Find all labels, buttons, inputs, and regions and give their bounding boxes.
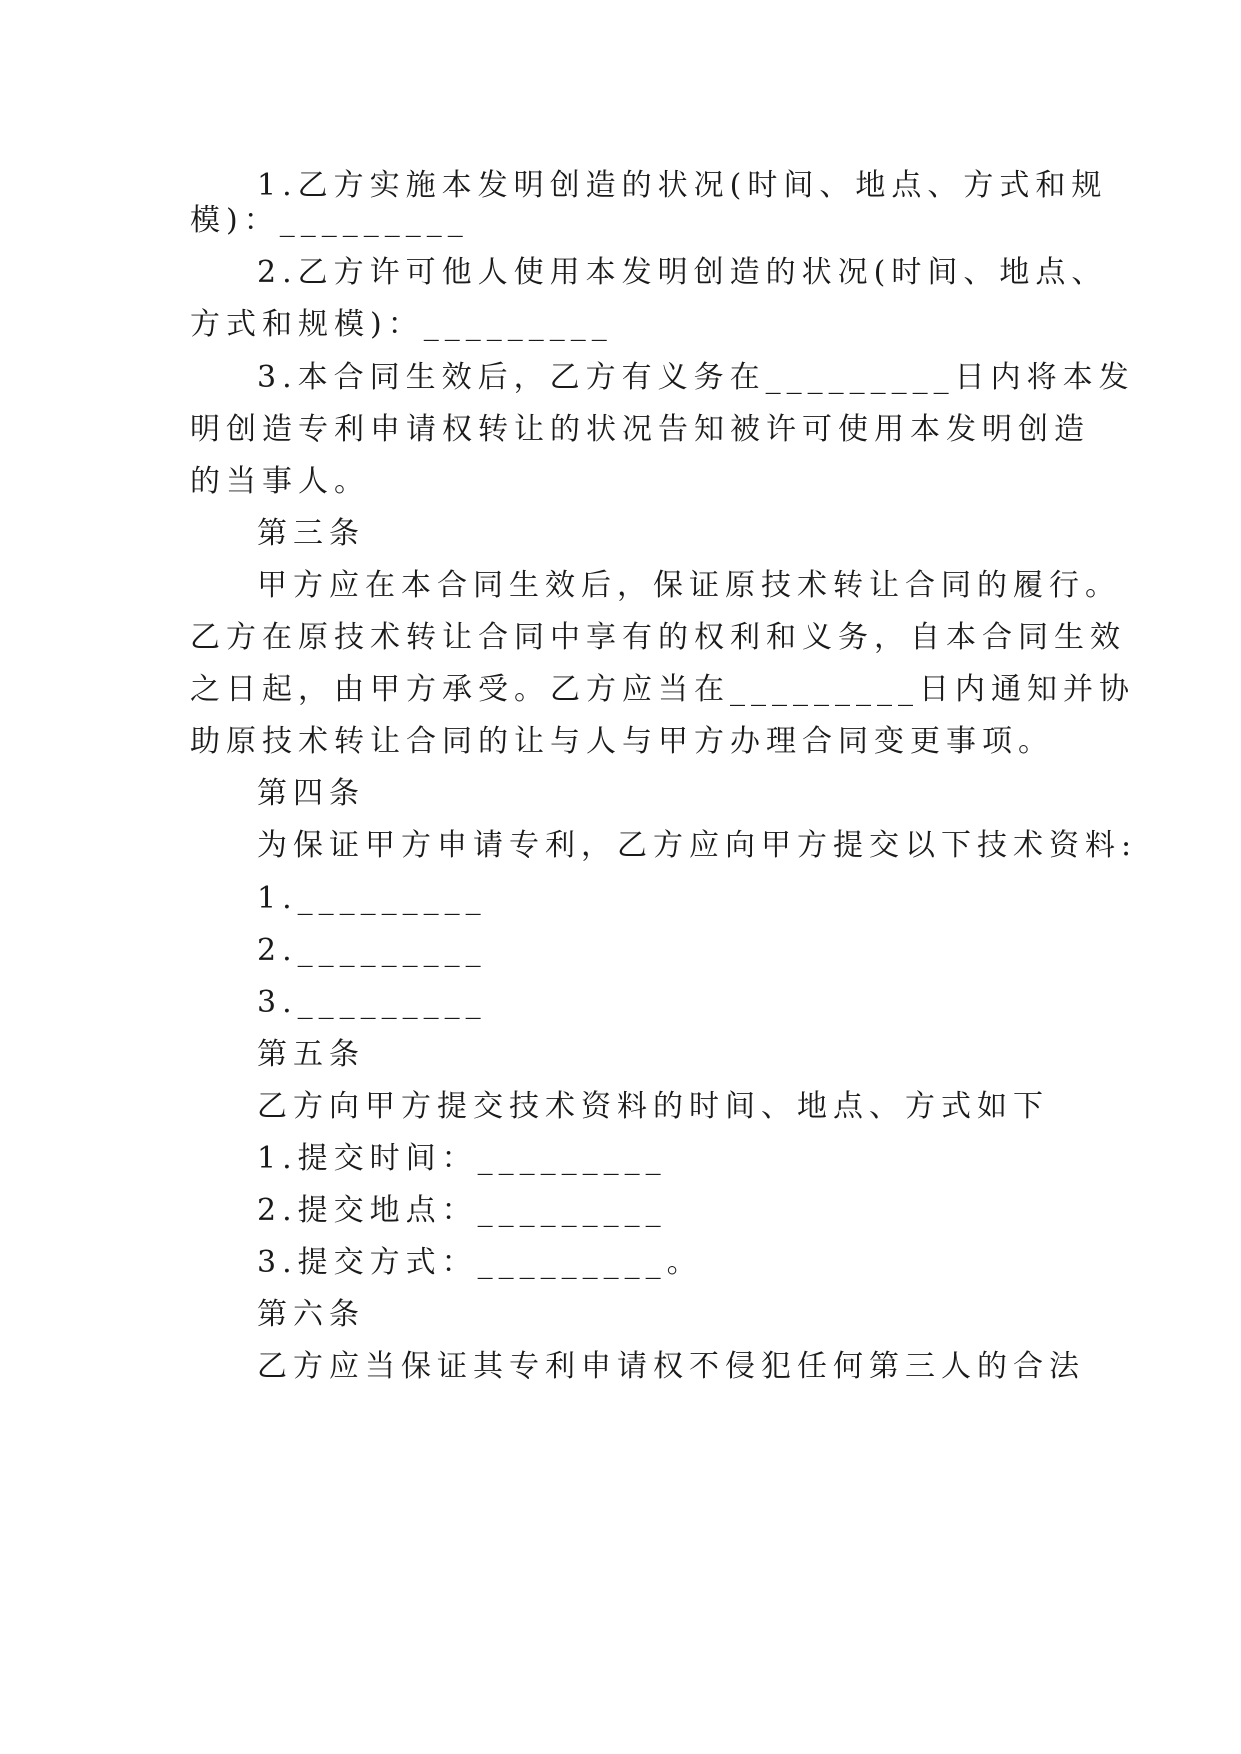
paragraph-line: 明创造专利申请权转让的状况告知被许可使用本发明创造: [190, 412, 1090, 447]
paragraph-line: 3.本合同生效后，乙方有义务在_________日内将本发: [257, 360, 1135, 395]
paragraph-line: 之日起，由甲方承受。乙方应当在_________日内通知并协: [190, 672, 1135, 707]
list-item: 3.提交方式：_________。: [257, 1245, 703, 1280]
paragraph-line: 为保证甲方申请专利，乙方应向甲方提交以下技术资料:: [257, 828, 1138, 863]
list-item: 2.提交地点：_________: [257, 1193, 667, 1228]
list-item: 1.提交时间：_________: [257, 1141, 667, 1176]
paragraph-line: 助原技术转让合同的让与人与甲方办理合同变更事项。: [190, 724, 1054, 759]
paragraph-line: 1.乙方实施本发明创造的状况(时间、地点、方式和规: [257, 168, 1108, 203]
section-heading: 第六条: [257, 1297, 365, 1332]
section-heading: 第四条: [257, 776, 365, 811]
paragraph-line: 乙方向甲方提交技术资料的时间、地点、方式如下: [257, 1089, 1049, 1124]
paragraph-line: 方式和规模)：_________: [190, 307, 613, 342]
paragraph-line: 乙方应当保证其专利申请权不侵犯任何第三人的合法: [257, 1349, 1085, 1384]
paragraph-line: 模)：_________: [190, 203, 469, 238]
list-item: 1._________: [257, 881, 487, 916]
paragraph-line: 的当事人。: [190, 464, 370, 499]
paragraph-line: 2.乙方许可他人使用本发明创造的状况(时间、地点、: [257, 255, 1108, 290]
section-heading: 第五条: [257, 1037, 365, 1072]
paragraph-line: 乙方在原技术转让合同中享有的权利和义务，自本合同生效: [190, 620, 1126, 655]
list-item: 2._________: [257, 933, 487, 968]
list-item: 3._________: [257, 985, 487, 1020]
section-heading: 第三条: [257, 516, 365, 551]
paragraph-line: 甲方应在本合同生效后，保证原技术转让合同的履行。: [257, 568, 1121, 603]
